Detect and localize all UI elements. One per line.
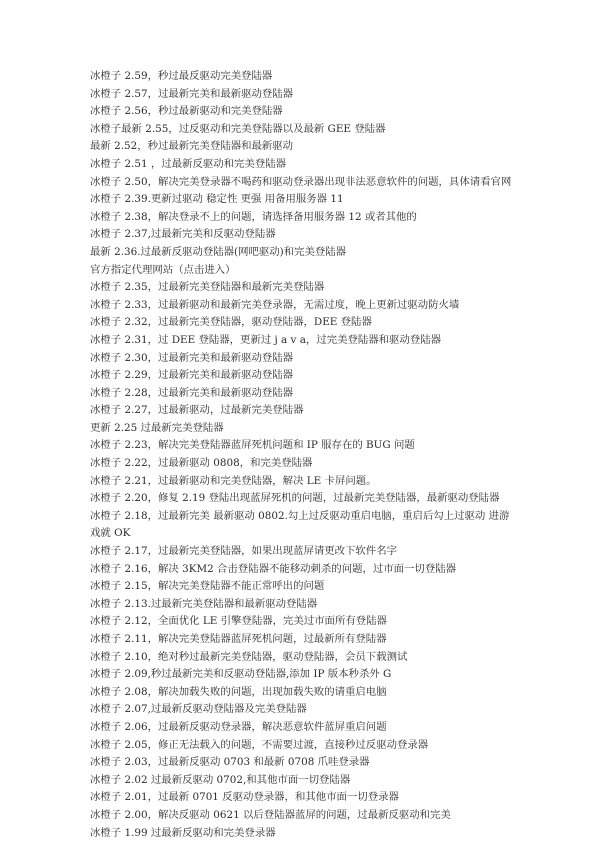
log-line: 冰橙子 1.99 过最新反驱动和完美登录器 [90, 826, 276, 839]
log-line: 冰橙子 2.20，修复 2.19 登陆出现蓝屏死机的问题，过最新完美登陆器，最新驱动登陆器 [90, 492, 500, 505]
log-line: 冰橙子 2.01，过最新 0701 反驱动登录器，和其他市面一切登录器 [90, 791, 399, 804]
log-line: 冰橙子 2.15，解决完美登陆器不能正常呼出的问题 [90, 580, 325, 593]
log-line: 冰橙子 2.08，解决加载失败的问题，出现加载失败的请重启电脑 [90, 685, 387, 698]
log-line: 冰橙子 2.16，解决 3KM2 合击登陆器不能移动刺杀的问题，过市面一切登陆器 [90, 562, 456, 575]
log-line: 冰橙子 2.03，过最新反驱动 0703 和最新 0708 爪哇登录器 [90, 756, 370, 769]
log-line: 冰橙子 2.07,过最新反驱动登陆器及完美登陆器 [90, 703, 307, 716]
log-line: 冰橙子 2.05，修正无法载入的问题，不需要过渡，直接秒过反驱动登录器 [90, 738, 429, 751]
log-line: 冰橙子 2.37,过最新完美和反驱动登陆器 [90, 228, 276, 241]
log-line: 更新 2.25 过最新完美登陆器 [90, 421, 224, 434]
log-line: 冰橙子 2.17，过最新完美登陆器，如果出现蓝屏请更改下软件名字 [90, 545, 397, 558]
log-line: 冰橙子 2.12，全面优化 LE 引擎登陆器，完美过市面所有登陆器 [90, 615, 387, 628]
log-line: 最新 2.52，秒过最新完美登陆器和最新驱动 [90, 140, 294, 153]
update-log-list [90, 68, 520, 842]
log-line: 冰橙子 2.13.过最新完美登陆器和最新驱动登陆器 [90, 597, 318, 610]
log-line: 冰橙子 2.56，秒过最新驱动和完美登陆器 [90, 105, 283, 118]
log-line: 冰橙子 2.21，过最新驱动和完美登陆器，解决 LE 卡屏问题。 [90, 474, 377, 487]
log-line: 冰橙子 2.02 过最新反驱动 0702,和其他市面一切登陆器 [90, 773, 351, 786]
log-line: 冰橙子 2.10，绝对秒过最新完美登陆器，驱动登陆器，会员下载测试 [90, 650, 408, 663]
log-line: 冰橙子最新 2.55，过反驱动和完美登陆器以及最新 GEE 登陆器 [90, 122, 386, 135]
log-line: 冰橙子 2.39.更新过驱动 稳定性 更强 用备用服务器 11 [90, 193, 344, 206]
log-line: 冰橙子 2.23，解决完美登陆器蓝屏死机问题和 IP 服存在的 BUG 问题 [90, 439, 415, 452]
log-line: 最新 2.36.过最新反驱动登陆器(网吧驱动)和完美登陆器 [90, 245, 347, 258]
log-line: 冰橙子 2.51 ，过最新反驱动和完美登陆器 [90, 157, 286, 170]
agent-site-link[interactable]: 官方指定代理网站（点击进入） [90, 263, 236, 276]
log-line: 冰橙子 2.00，解决反驱动 0621 以后登陆器蓝屏的问题，过最新反驱动和完美 [90, 808, 451, 821]
log-line: 冰橙子 2.11，解决完美登陆器蓝屏死机问题，过最新所有登陆器 [90, 633, 387, 645]
log-line: 冰橙子 2.38，解决登录不上的问题，请选择备用服务器 12 或者其他的 [90, 210, 417, 223]
log-line: 冰橙子 2.59，秒过最反驱动完美登陆器 [90, 70, 273, 82]
log-line-continuation: 戏就 OK [90, 527, 131, 540]
log-line: 冰橙子 2.09,秒过最新完美和反驱动登陆器,添加 IP 版本秒杀外 G [90, 668, 392, 681]
log-line: 冰橙子 2.50，解决完美登录器不喝药和驱动登录器出现非法恶意软件的问题，具体请看官网 [90, 175, 512, 188]
log-line: 冰橙子 2.22，过最新驱动 0808，和完美登陆器 [90, 457, 313, 470]
log-line: 冰橙子 2.35，过最新完美登陆器和最新完美登陆器 [90, 281, 325, 294]
log-line: 冰橙子 2.29，过最新完美和最新驱动登陆器 [90, 369, 294, 382]
log-line: 冰橙子 2.06，过最新反驱动登录器，解决恶意软件蓝屏重启问题 [90, 720, 387, 733]
log-line: 冰橙子 2.32，过最新完美登陆器，驱动登陆器，DEE 登陆器 [90, 316, 372, 329]
log-line: 冰橙子 2.27，过最新驱动，过最新完美登陆器 [90, 404, 304, 417]
log-line: 冰橙子 2.18，过最新完美 最新驱动 0802.勾上过反驱动重启电脑，重启后勾上过驱动 进游 [90, 509, 510, 522]
log-line: 冰橙子 2.28，过最新完美和最新驱动登陆器 [90, 386, 294, 399]
log-line: 冰橙子 2.33，过最新驱动和最新完美登录器，无需过度，晚上更新过驱动防火墙 [90, 298, 460, 311]
log-line: 冰橙子 2.30，过最新完美和最新驱动登陆器 [90, 351, 294, 364]
log-line: 冰橙子 2.57，过最新完美和最新驱动登陆器 [90, 87, 294, 100]
log-line: 冰橙子 2.31，过 DEE 登陆器，更新过 j a v a，过完美登陆器和驱动登陆器 [90, 333, 442, 346]
